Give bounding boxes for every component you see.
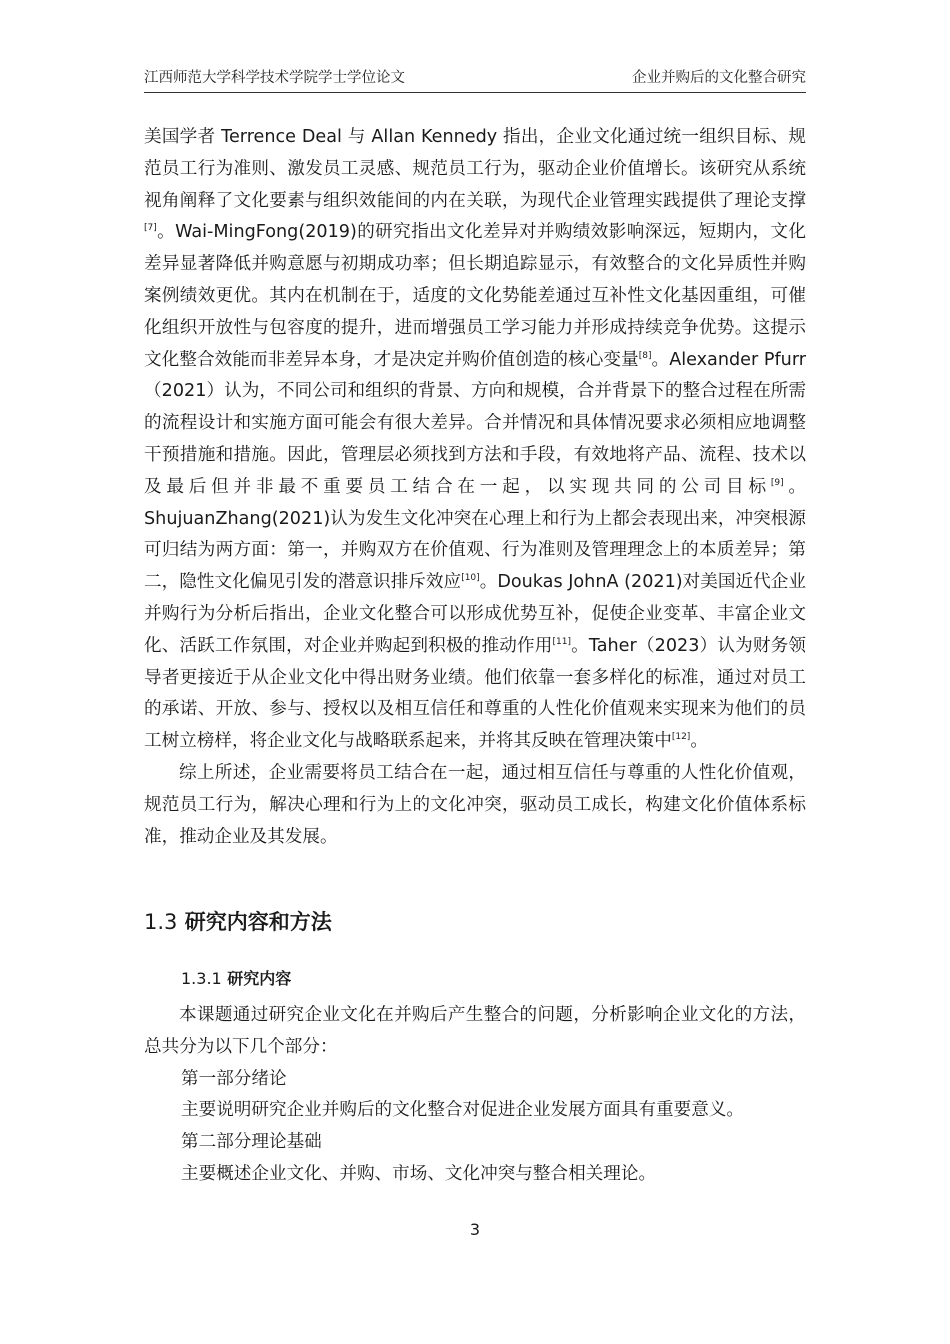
citation-ref[interactable]: [12] xyxy=(671,732,691,743)
content-intro: 本课题通过研究企业文化在并购后产生整合的问题，分析影响企业文化的方法，总共分为以下几个部分： xyxy=(144,1005,806,1057)
header-thesis-title: 江西师范大学科学技术学院学士学位论文 xyxy=(144,70,405,86)
content-item: 第二部分理论基础 xyxy=(181,1132,322,1153)
header-chapter-title: 企业并购后的文化整合研究 xyxy=(632,70,806,86)
citation-ref[interactable]: [10] xyxy=(461,573,480,584)
text-run: 。Wai-MingFong(2019)的研究指出文化差异对并购绩效影响深远，短期内，文化差异显著降低并购意愿与初期成功率；但长期追踪显示，有效整合的文化异质性并购案例绩效更优。其内在机制在于，适度的文化势能差通过互补性文化基因重组，可催化组织开放性与包容度的提升，进而增强员工学习能力并形成持续竞争优势。这提示文化整合效能而非差异本身，才是决定并购价值创造的核心变量 xyxy=(144,222,806,370)
text-run: 。ShujuanZhang(2021)认为发生文化冲突在心理上和行为上都会表现出来，冲突根源可归结为两方面：第一，并购双方在价值观、行为准则及管理理念上的本质差异；第二，隐性文化偏见引发的潜意识排斥效应 xyxy=(144,476,806,593)
literature-paragraph xyxy=(144,122,806,758)
subsection-number: 1.3.1 xyxy=(181,969,222,988)
literature-review-body xyxy=(144,122,806,853)
running-header xyxy=(144,66,806,94)
text-run: 综上所述，企业需要将员工结合在一起，通过相互信任与尊重的人性化价值观，规范员工行为，解决心理和行为上的文化冲突，驱动员工成长，构建文化价值体系标准，推动企业及其发展。 xyxy=(144,762,806,847)
text-run: 。 xyxy=(690,731,708,752)
citation-ref[interactable]: [7] xyxy=(144,223,157,234)
content-item: 第一部分绪论 xyxy=(181,1068,287,1089)
subsection-heading xyxy=(181,966,291,989)
citation-ref[interactable]: [11] xyxy=(552,636,571,647)
research-content-body xyxy=(144,1000,806,1191)
header-rule xyxy=(144,92,806,93)
subsection-title: 研究内容 xyxy=(227,969,292,988)
section-heading xyxy=(144,906,806,936)
text-run: 。Taher（2023）认为财务领导者更接近于从企业文化中得出财务业绩。他们依靠一套多样化的标准，通过对员工的承诺、开放、参与、授权以及相互信任和尊重的人性化价值观来实现来为他们的员工树立榜样，将企业文化与战略联系起来，并将其反映在管理决策中 xyxy=(144,635,806,752)
section-number: 1.3 xyxy=(144,910,178,934)
content-item: 主要说明研究企业并购后的文化整合对促进企业发展方面具有重要意义。 xyxy=(181,1100,745,1121)
page-number: 3 xyxy=(469,1220,481,1239)
content-item: 主要概述企业文化、并购、市场、文化冲突与整合相关理论。 xyxy=(181,1163,657,1184)
text-run: 。Alexander Pfurr（2021）认为，不同公司和组织的背景、方向和规模，合并背景下的整合过程在所需的流程设计和实施方面可能会有很大差异。合并情况和具体情况要求必须相应地调整干预措施和措施。因此，管理层必须找到方法和手段，有效地将产品、流程、技术以及最后但并非最不重要员工结合在一起，以实现共同的公司目标 xyxy=(144,349,806,497)
citation-ref[interactable]: [8] xyxy=(638,350,652,361)
text-run: 美国学者 Terrence Deal 与 Allan Kennedy 指出，企业文化通过统一组织目标、规范员工行为准则、激发员工灵感、规范员工行为，驱动企业价值增长。该研究从系统视角阐释了文化要素与组织效能间的内在关联，为现代企业管理实践提供了理论支撑 xyxy=(144,127,806,211)
text-run: 。Doukas JohnA (2021)对美国近代企业并购行为分析后指出，企业文化整合可以形成优势互补，促使企业变革、丰富企业文化、活跃工作氛围，对企业并购起到积极的推动作用 xyxy=(144,572,806,656)
summary-paragraph xyxy=(144,758,806,853)
citation-ref[interactable]: [9] xyxy=(770,477,784,488)
section-title: 研究内容和方法 xyxy=(184,910,332,934)
